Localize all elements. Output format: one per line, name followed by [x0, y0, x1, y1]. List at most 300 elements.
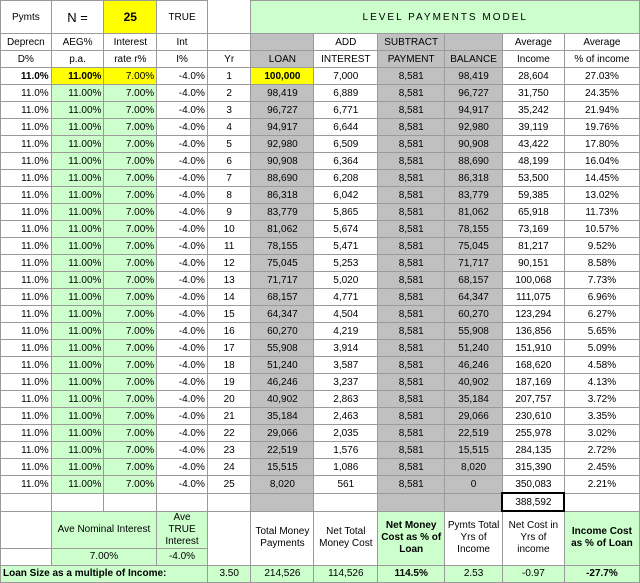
rate-cell[interactable]: 7.00% [104, 374, 157, 391]
aeg-cell[interactable]: 11.00% [51, 476, 104, 494]
hdr-average-income: Average [502, 34, 564, 51]
aeg-cell[interactable]: 11.00% [51, 442, 104, 459]
income-cell[interactable]: 207,757 [502, 391, 564, 408]
d-pct-cell[interactable]: 11.0% [1, 170, 52, 187]
aeg-cell[interactable]: 11.00% [51, 459, 104, 476]
yr-cell[interactable]: 7 [207, 170, 251, 187]
interest-cell[interactable]: 6,771 [314, 102, 378, 119]
interest-cell[interactable]: 6,042 [314, 187, 378, 204]
i-pct-cell[interactable]: -4.0% [157, 221, 208, 238]
pct-income-cell[interactable]: 3.35% [564, 408, 639, 425]
d-pct-cell[interactable]: 11.0% [1, 153, 52, 170]
income-cell[interactable]: 136,856 [502, 323, 564, 340]
rate-cell[interactable]: 7.00% [104, 187, 157, 204]
d-pct-cell[interactable]: 11.0% [1, 289, 52, 306]
d-pct-cell[interactable]: 11.0% [1, 204, 52, 221]
aeg-cell[interactable]: 11.00% [51, 68, 104, 85]
income-cell[interactable]: 73,169 [502, 221, 564, 238]
loan-cell[interactable]: 46,246 [251, 374, 314, 391]
rate-cell[interactable]: 7.00% [104, 340, 157, 357]
yr-cell[interactable]: 20 [207, 391, 251, 408]
loan-cell[interactable]: 60,270 [251, 323, 314, 340]
yr-cell[interactable]: 15 [207, 306, 251, 323]
i-pct-cell[interactable]: -4.0% [157, 187, 208, 204]
rate-cell[interactable]: 7.00% [104, 289, 157, 306]
income-cell[interactable]: 100,068 [502, 272, 564, 289]
rate-cell[interactable]: 7.00% [104, 136, 157, 153]
income-cell[interactable]: 35,242 [502, 102, 564, 119]
yr-cell[interactable]: 5 [207, 136, 251, 153]
pct-income-cell[interactable]: 8.58% [564, 255, 639, 272]
data-rows [1, 68, 640, 494]
payment-cell[interactable]: 8,581 [378, 425, 445, 442]
balance-cell[interactable]: 86,318 [445, 170, 503, 187]
payment-cell[interactable]: 8,581 [378, 374, 445, 391]
interest-cell[interactable]: 2,463 [314, 408, 378, 425]
pct-income-cell[interactable]: 14.45% [564, 170, 639, 187]
pct-income-cell[interactable]: 27.03% [564, 68, 639, 85]
payment-cell[interactable]: 8,581 [378, 442, 445, 459]
income-cell[interactable]: 81,217 [502, 238, 564, 255]
loan-cell[interactable]: 8,020 [251, 476, 314, 494]
balance-cell[interactable]: 75,045 [445, 238, 503, 255]
balance-cell[interactable]: 40,902 [445, 374, 503, 391]
aeg-cell[interactable]: 11.00% [51, 85, 104, 102]
rate-cell[interactable]: 7.00% [104, 153, 157, 170]
net-cost-value[interactable]: 114,526 [314, 565, 378, 582]
loan-cell[interactable]: 22,519 [251, 442, 314, 459]
balance-cell[interactable]: 90,908 [445, 136, 503, 153]
payment-cell[interactable]: 8,581 [378, 204, 445, 221]
balance-cell[interactable]: 0 [445, 476, 503, 494]
d-pct-cell[interactable]: 11.0% [1, 374, 52, 391]
rate-cell[interactable]: 7.00% [104, 102, 157, 119]
d-pct-cell[interactable]: 11.0% [1, 408, 52, 425]
payment-cell[interactable]: 8,581 [378, 306, 445, 323]
payment-cell[interactable]: 8,581 [378, 221, 445, 238]
pct-income-cell[interactable]: 2.21% [564, 476, 639, 494]
payment-cell[interactable]: 8,581 [378, 102, 445, 119]
table-row [1, 238, 640, 255]
pct-income-cell[interactable]: 5.65% [564, 323, 639, 340]
d-pct-cell[interactable]: 11.0% [1, 442, 52, 459]
rate-cell[interactable]: 7.00% [104, 170, 157, 187]
rate-cell[interactable]: 7.00% [104, 272, 157, 289]
n-value-cell[interactable]: 25 [104, 1, 157, 34]
income-cell[interactable]: 255,978 [502, 425, 564, 442]
interest-cell[interactable]: 5,471 [314, 238, 378, 255]
payment-cell[interactable]: 8,581 [378, 68, 445, 85]
rate-cell[interactable]: 7.00% [104, 323, 157, 340]
pct-income-cell[interactable]: 5.09% [564, 340, 639, 357]
income-cell[interactable]: 31,750 [502, 85, 564, 102]
i-pct-cell[interactable]: -4.0% [157, 85, 208, 102]
balance-cell[interactable]: 98,419 [445, 68, 503, 85]
balance-cell[interactable]: 15,515 [445, 442, 503, 459]
payment-cell[interactable]: 8,581 [378, 340, 445, 357]
income-cell[interactable]: 53,500 [502, 170, 564, 187]
balance-cell[interactable]: 71,717 [445, 255, 503, 272]
interest-cell[interactable]: 561 [314, 476, 378, 494]
n-label: N = [51, 1, 104, 34]
pct-income-cell[interactable]: 9.52% [564, 238, 639, 255]
payment-cell[interactable]: 8,581 [378, 255, 445, 272]
income-cell[interactable]: 230,610 [502, 408, 564, 425]
yr-cell[interactable]: 2 [207, 85, 251, 102]
income-cell[interactable]: 39,119 [502, 119, 564, 136]
pct-income-cell[interactable]: 6.27% [564, 306, 639, 323]
yr-cell[interactable]: 21 [207, 408, 251, 425]
aeg-cell[interactable]: 11.00% [51, 391, 104, 408]
interest-cell[interactable]: 5,020 [314, 272, 378, 289]
yr-cell[interactable]: 10 [207, 221, 251, 238]
yr-cell[interactable]: 4 [207, 119, 251, 136]
hdr-i-pct: I% [157, 51, 208, 68]
i-pct-cell[interactable]: -4.0% [157, 68, 208, 85]
total-payments-value[interactable]: 214,526 [251, 565, 314, 582]
yr-cell[interactable]: 22 [207, 425, 251, 442]
loan-cell[interactable]: 51,240 [251, 357, 314, 374]
loan-cell[interactable]: 100,000 [251, 68, 314, 85]
yr-cell[interactable]: 11 [207, 238, 251, 255]
i-pct-cell[interactable]: -4.0% [157, 340, 208, 357]
i-pct-cell[interactable]: -4.0% [157, 459, 208, 476]
income-cell[interactable]: 65,918 [502, 204, 564, 221]
balance-cell[interactable]: 60,270 [445, 306, 503, 323]
payment-cell[interactable]: 8,581 [378, 187, 445, 204]
income-cell[interactable]: 43,422 [502, 136, 564, 153]
rate-cell[interactable]: 7.00% [104, 442, 157, 459]
i-pct-cell[interactable]: -4.0% [157, 357, 208, 374]
d-pct-cell[interactable]: 11.0% [1, 340, 52, 357]
i-pct-cell[interactable]: -4.0% [157, 102, 208, 119]
d-pct-cell[interactable]: 11.0% [1, 85, 52, 102]
payment-cell[interactable]: 8,581 [378, 85, 445, 102]
aeg-cell[interactable]: 11.00% [51, 289, 104, 306]
table-row [1, 221, 640, 238]
d-pct-cell[interactable]: 11.0% [1, 238, 52, 255]
d-pct-cell[interactable]: 11.0% [1, 306, 52, 323]
income-cost-value[interactable]: -27.7% [564, 565, 639, 582]
yr-cell[interactable]: 9 [207, 204, 251, 221]
extra-income-cell[interactable]: 388,592 [502, 493, 564, 511]
aeg-cell[interactable]: 11.00% [51, 170, 104, 187]
aeg-cell[interactable]: 11.00% [51, 119, 104, 136]
yr-cell[interactable]: 14 [207, 289, 251, 306]
balance-cell[interactable]: 55,908 [445, 323, 503, 340]
loan-cell[interactable]: 35,184 [251, 408, 314, 425]
payment-cell[interactable]: 8,581 [378, 357, 445, 374]
yr-cell[interactable]: 19 [207, 374, 251, 391]
balance-cell[interactable]: 64,347 [445, 289, 503, 306]
i-pct-cell[interactable]: -4.0% [157, 306, 208, 323]
i-pct-cell[interactable]: -4.0% [157, 153, 208, 170]
pct-income-cell[interactable]: 3.02% [564, 425, 639, 442]
i-pct-cell[interactable]: -4.0% [157, 255, 208, 272]
pct-income-cell[interactable]: 2.72% [564, 442, 639, 459]
interest-cell[interactable]: 6,889 [314, 85, 378, 102]
interest-cell[interactable]: 7,000 [314, 68, 378, 85]
table-row [1, 255, 640, 272]
pct-income-cell[interactable]: 6.96% [564, 289, 639, 306]
d-pct-cell[interactable]: 11.0% [1, 136, 52, 153]
loan-cell[interactable]: 88,690 [251, 170, 314, 187]
income-cell[interactable]: 111,075 [502, 289, 564, 306]
pct-income-cell[interactable]: 7.73% [564, 272, 639, 289]
yr-cell[interactable]: 13 [207, 272, 251, 289]
interest-cell[interactable]: 6,509 [314, 136, 378, 153]
net-cost-pct-value[interactable]: 114.5% [378, 565, 445, 582]
aeg-cell[interactable]: 11.00% [51, 408, 104, 425]
d-pct-cell[interactable]: 11.0% [1, 272, 52, 289]
loan-cell[interactable]: 92,980 [251, 136, 314, 153]
balance-cell[interactable]: 35,184 [445, 391, 503, 408]
balance-cell[interactable]: 81,062 [445, 204, 503, 221]
pct-income-cell[interactable]: 3.72% [564, 391, 639, 408]
loan-cell[interactable]: 81,062 [251, 221, 314, 238]
aeg-cell[interactable]: 11.00% [51, 102, 104, 119]
balance-cell[interactable]: 94,917 [445, 102, 503, 119]
pymts-label: Pymts [1, 1, 52, 34]
pct-income-cell[interactable]: 13.02% [564, 187, 639, 204]
pct-income-cell[interactable]: 10.57% [564, 221, 639, 238]
interest-cell[interactable]: 4,771 [314, 289, 378, 306]
interest-cell[interactable]: 6,644 [314, 119, 378, 136]
d-pct-cell[interactable]: 11.0% [1, 459, 52, 476]
i-pct-cell[interactable]: -4.0% [157, 374, 208, 391]
loan-cell[interactable]: 55,908 [251, 340, 314, 357]
payment-cell[interactable]: 8,581 [378, 153, 445, 170]
aeg-cell[interactable]: 11.00% [51, 425, 104, 442]
balance-cell[interactable]: 51,240 [445, 340, 503, 357]
rate-cell[interactable]: 7.00% [104, 357, 157, 374]
income-cell[interactable]: 90,151 [502, 255, 564, 272]
rate-cell[interactable]: 7.00% [104, 204, 157, 221]
interest-cell[interactable]: 3,237 [314, 374, 378, 391]
balance-cell[interactable]: 96,727 [445, 85, 503, 102]
yr-cell[interactable]: 25 [207, 476, 251, 494]
interest-cell[interactable]: 1,576 [314, 442, 378, 459]
yr-cell[interactable]: 12 [207, 255, 251, 272]
d-pct-cell[interactable]: 11.0% [1, 102, 52, 119]
loan-multiple-value[interactable]: 3.50 [207, 565, 251, 582]
i-pct-cell[interactable]: -4.0% [157, 476, 208, 494]
loan-cell[interactable]: 83,779 [251, 204, 314, 221]
payment-cell[interactable]: 8,581 [378, 119, 445, 136]
aeg-cell[interactable]: 11.00% [51, 272, 104, 289]
income-cell[interactable]: 28,604 [502, 68, 564, 85]
income-cell[interactable]: 168,620 [502, 357, 564, 374]
balance-cell[interactable]: 8,020 [445, 459, 503, 476]
income-cell[interactable]: 315,390 [502, 459, 564, 476]
payment-cell[interactable]: 8,581 [378, 272, 445, 289]
income-cell[interactable]: 48,199 [502, 153, 564, 170]
pct-income-cell[interactable]: 16.04% [564, 153, 639, 170]
interest-cell[interactable]: 6,364 [314, 153, 378, 170]
loan-cell[interactable]: 94,917 [251, 119, 314, 136]
loan-cell[interactable]: 78,155 [251, 238, 314, 255]
pct-income-cell[interactable]: 21.94% [564, 102, 639, 119]
aeg-cell[interactable]: 11.00% [51, 357, 104, 374]
loan-cell[interactable]: 64,347 [251, 306, 314, 323]
loan-cell[interactable]: 15,515 [251, 459, 314, 476]
payment-cell[interactable]: 8,581 [378, 476, 445, 494]
d-pct-cell[interactable]: 11.0% [1, 255, 52, 272]
i-pct-cell[interactable]: -4.0% [157, 408, 208, 425]
i-pct-cell[interactable]: -4.0% [157, 136, 208, 153]
loan-multiple-label: Loan Size as a multiple of Income: [1, 565, 208, 582]
yr-cell[interactable]: 1 [207, 68, 251, 85]
balance-cell[interactable]: 83,779 [445, 187, 503, 204]
pct-income-cell[interactable]: 4.13% [564, 374, 639, 391]
loan-cell[interactable]: 86,318 [251, 187, 314, 204]
rate-cell[interactable]: 7.00% [104, 306, 157, 323]
interest-cell[interactable]: 5,865 [314, 204, 378, 221]
interest-cell[interactable]: 4,219 [314, 323, 378, 340]
d-pct-cell[interactable]: 11.0% [1, 357, 52, 374]
interest-cell[interactable]: 3,914 [314, 340, 378, 357]
loan-cell[interactable]: 40,902 [251, 391, 314, 408]
loan-cell[interactable]: 29,066 [251, 425, 314, 442]
d-pct-cell[interactable]: 11.0% [1, 425, 52, 442]
hdr-yr: Yr [207, 51, 251, 68]
balance-cell[interactable]: 46,246 [445, 357, 503, 374]
rate-cell[interactable]: 7.00% [104, 238, 157, 255]
balance-cell[interactable]: 29,066 [445, 408, 503, 425]
aeg-cell[interactable]: 11.00% [51, 340, 104, 357]
interest-cell[interactable]: 3,587 [314, 357, 378, 374]
d-pct-cell[interactable]: 11.0% [1, 391, 52, 408]
net-yrs-value[interactable]: -0.97 [502, 565, 564, 582]
aeg-cell[interactable]: 11.00% [51, 187, 104, 204]
pct-income-cell[interactable]: 17.80% [564, 136, 639, 153]
payment-cell[interactable]: 8,581 [378, 238, 445, 255]
aeg-cell[interactable]: 11.00% [51, 238, 104, 255]
balance-cell[interactable]: 78,155 [445, 221, 503, 238]
payment-cell[interactable]: 8,581 [378, 289, 445, 306]
pct-income-cell[interactable]: 2.45% [564, 459, 639, 476]
i-pct-cell[interactable]: -4.0% [157, 204, 208, 221]
d-pct-cell[interactable]: 11.0% [1, 187, 52, 204]
ave-true-value[interactable]: -4.0% [157, 548, 208, 565]
balance-cell[interactable]: 92,980 [445, 119, 503, 136]
interest-cell[interactable]: 1,086 [314, 459, 378, 476]
d-pct-cell[interactable]: 11.0% [1, 221, 52, 238]
income-cell[interactable]: 123,294 [502, 306, 564, 323]
payment-cell[interactable]: 8,581 [378, 136, 445, 153]
loan-cell[interactable]: 90,908 [251, 153, 314, 170]
table-row [1, 153, 640, 170]
loan-cell[interactable]: 68,157 [251, 289, 314, 306]
i-pct-cell[interactable]: -4.0% [157, 323, 208, 340]
payment-cell[interactable]: 8,581 [378, 170, 445, 187]
interest-cell[interactable]: 5,253 [314, 255, 378, 272]
rate-cell[interactable]: 7.00% [104, 68, 157, 85]
true-label: TRUE [157, 1, 208, 34]
rate-cell[interactable]: 7.00% [104, 221, 157, 238]
aeg-cell[interactable]: 11.00% [51, 374, 104, 391]
yr-cell[interactable]: 3 [207, 102, 251, 119]
rate-cell[interactable]: 7.00% [104, 425, 157, 442]
aeg-cell[interactable]: 11.00% [51, 204, 104, 221]
d-pct-cell[interactable]: 11.0% [1, 476, 52, 494]
ave-nominal-value[interactable]: 7.00% [51, 548, 156, 565]
yr-cell[interactable]: 24 [207, 459, 251, 476]
d-pct-cell[interactable]: 11.0% [1, 68, 52, 85]
payment-cell[interactable]: 8,581 [378, 408, 445, 425]
i-pct-cell[interactable]: -4.0% [157, 170, 208, 187]
balance-cell[interactable]: 68,157 [445, 272, 503, 289]
yr-cell[interactable]: 23 [207, 442, 251, 459]
i-pct-cell[interactable]: -4.0% [157, 238, 208, 255]
i-pct-cell[interactable]: -4.0% [157, 442, 208, 459]
aeg-cell[interactable]: 11.00% [51, 323, 104, 340]
i-pct-cell[interactable]: -4.0% [157, 119, 208, 136]
yr-cell[interactable]: 17 [207, 340, 251, 357]
interest-cell[interactable]: 2,035 [314, 425, 378, 442]
d-pct-cell[interactable]: 11.0% [1, 323, 52, 340]
aeg-cell[interactable]: 11.00% [51, 221, 104, 238]
i-pct-cell[interactable]: -4.0% [157, 289, 208, 306]
i-pct-cell[interactable]: -4.0% [157, 272, 208, 289]
payment-cell[interactable]: 8,581 [378, 323, 445, 340]
loan-cell[interactable]: 75,045 [251, 255, 314, 272]
i-pct-cell[interactable]: -4.0% [157, 391, 208, 408]
balance-cell[interactable]: 88,690 [445, 153, 503, 170]
aeg-cell[interactable]: 11.00% [51, 136, 104, 153]
loan-cell[interactable]: 71,717 [251, 272, 314, 289]
rate-cell[interactable]: 7.00% [104, 408, 157, 425]
hdr-income: Income [502, 51, 564, 68]
aeg-cell[interactable]: 11.00% [51, 153, 104, 170]
aeg-cell[interactable]: 11.00% [51, 255, 104, 272]
yr-cell[interactable]: 8 [207, 187, 251, 204]
interest-cell[interactable]: 2,863 [314, 391, 378, 408]
income-cell[interactable]: 187,169 [502, 374, 564, 391]
pct-income-cell[interactable]: 24.35% [564, 85, 639, 102]
income-cell[interactable]: 284,135 [502, 442, 564, 459]
interest-cell[interactable]: 4,504 [314, 306, 378, 323]
yr-cell[interactable]: 16 [207, 323, 251, 340]
rate-cell[interactable]: 7.00% [104, 119, 157, 136]
pct-income-cell[interactable]: 11.73% [564, 204, 639, 221]
interest-cell[interactable]: 6,208 [314, 170, 378, 187]
rate-cell[interactable]: 7.00% [104, 391, 157, 408]
rate-cell[interactable]: 7.00% [104, 255, 157, 272]
payment-cell[interactable]: 8,581 [378, 459, 445, 476]
rate-cell[interactable]: 7.00% [104, 459, 157, 476]
income-cell[interactable]: 59,385 [502, 187, 564, 204]
income-cell[interactable]: 350,083 [502, 476, 564, 494]
income-cell[interactable]: 151,910 [502, 340, 564, 357]
total-yrs-value[interactable]: 2.53 [445, 565, 503, 582]
pct-income-cell[interactable]: 4.58% [564, 357, 639, 374]
table-row [1, 357, 640, 374]
i-pct-cell[interactable]: -4.0% [157, 425, 208, 442]
loan-cell[interactable]: 96,727 [251, 102, 314, 119]
rate-cell[interactable]: 7.00% [104, 476, 157, 494]
yr-cell[interactable]: 18 [207, 357, 251, 374]
payment-cell[interactable]: 8,581 [378, 391, 445, 408]
loan-cell[interactable]: 98,419 [251, 85, 314, 102]
interest-cell[interactable]: 5,674 [314, 221, 378, 238]
rate-cell[interactable]: 7.00% [104, 85, 157, 102]
balance-cell[interactable]: 22,519 [445, 425, 503, 442]
yr-cell[interactable]: 6 [207, 153, 251, 170]
aeg-cell[interactable]: 11.00% [51, 306, 104, 323]
pct-income-cell[interactable]: 19.76% [564, 119, 639, 136]
d-pct-cell[interactable]: 11.0% [1, 119, 52, 136]
